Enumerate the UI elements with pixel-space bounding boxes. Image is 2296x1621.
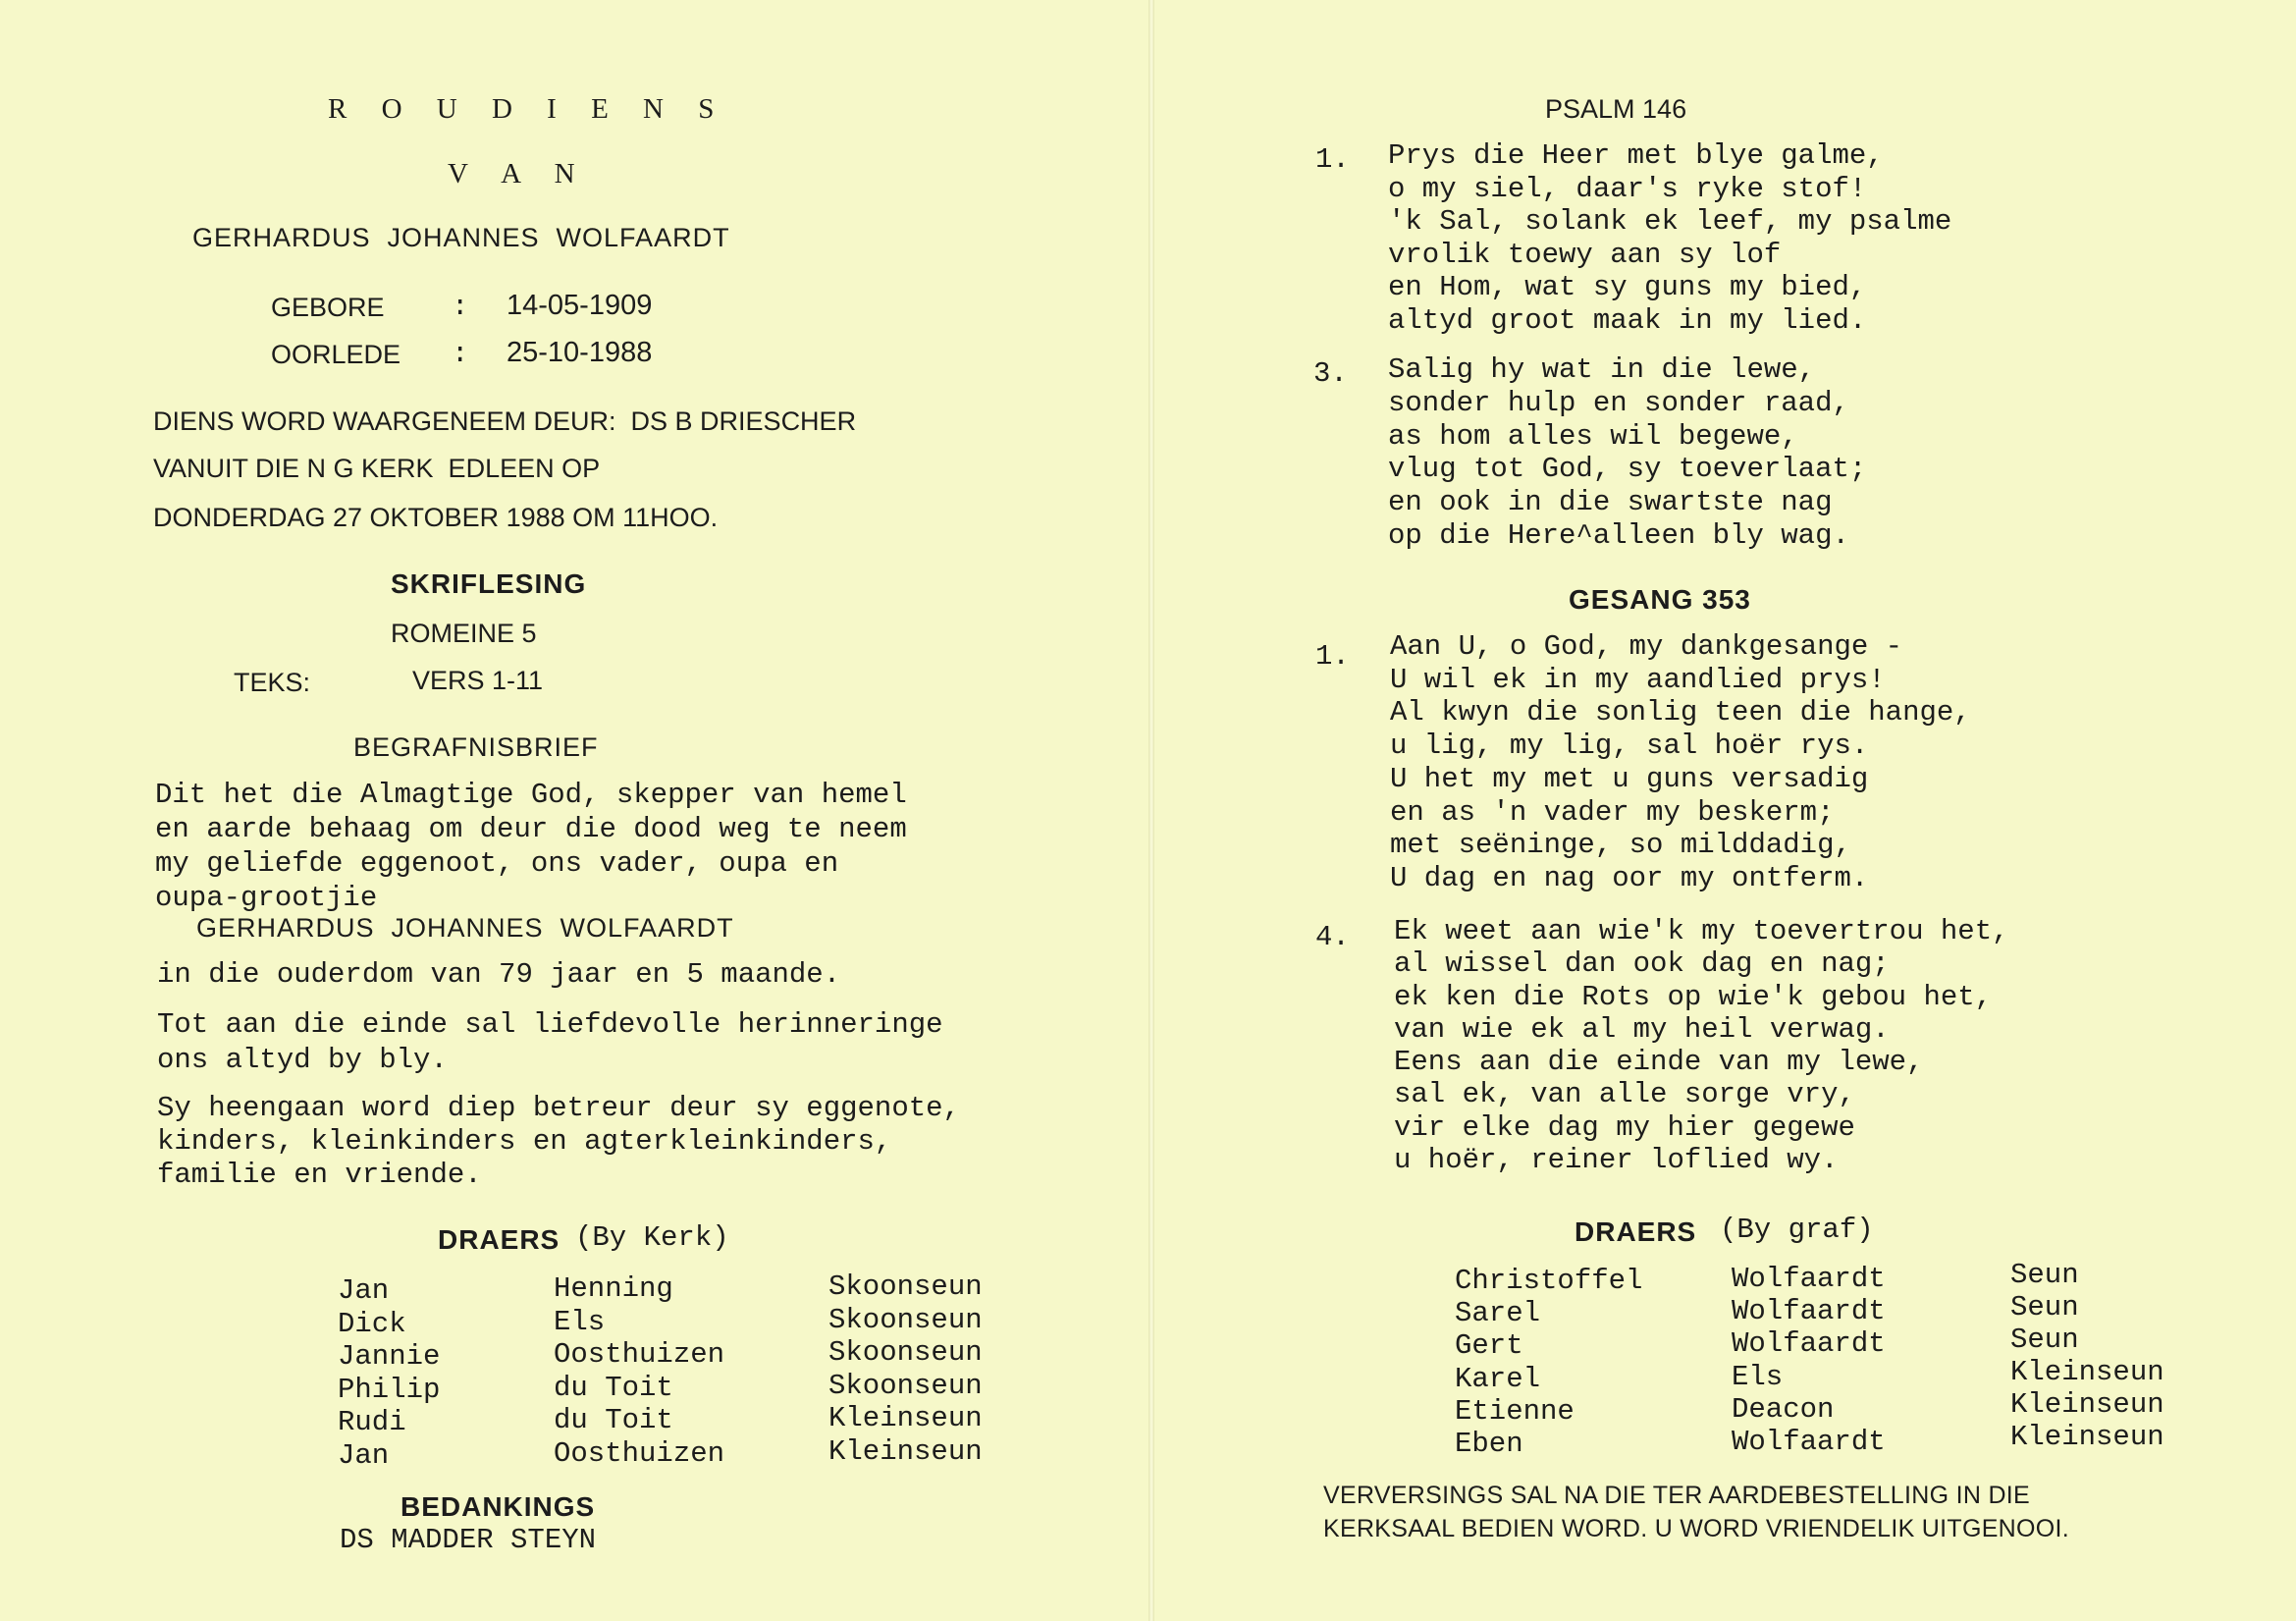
verse-line: U wil ek in my aandlied prys! [1390,663,1886,696]
hymn-verse-4-number: 4. [1315,921,1350,953]
born-date: 14-05-1909 [507,290,653,321]
van-heading: V A N [448,158,589,189]
reading-heading: SKRIFLESING [391,568,587,599]
verse-line: as hom alles wil begewe, [1388,419,1798,453]
hymn-verse-1 [1390,630,1971,895]
bearer-first-name: Jannie [338,1340,441,1374]
verse-line: sal ek, van alle sorge vry, [1394,1078,1855,1111]
letter-line: Dit het die Almagtige God, skepper van hemel [155,779,907,811]
verse-line: op die Here^alleen bly wag. [1388,518,1849,552]
letter-line: my geliefde eggenoot, ons vader, oupa en [155,847,839,880]
bearer-surname: Wolfaardt [1732,1327,1886,1361]
letter-heading: BEGRAFNISBRIEF [353,732,599,762]
verse-line: en as 'n vader my beskerm; [1390,795,1835,829]
bearer-first-name: Philip [338,1373,441,1406]
verse-line: Salig hy wat in die lewe, [1388,353,1816,386]
grave-bearers-relations [2010,1259,2164,1453]
verse-line: en Hom, wat sy guns my bied, [1388,271,1867,303]
bearer-relation: Skoonseun [828,1303,983,1336]
bearer-first-name: Dick [338,1307,406,1340]
church-bearers-surnames [554,1272,724,1471]
verse-line: vlug tot God, sy toeverlaat; [1388,453,1867,486]
deceased-name: GERHARDUS JOHANNES WOLFAARDT [192,223,730,252]
bearer-relation: Skoonseun [828,1270,983,1303]
church-bearers-heading: DRAERS [438,1224,561,1255]
bearer-relation: Seun [2010,1291,2079,1324]
verse-line: U het my met u guns versadig [1390,762,1869,795]
bearer-surname: Els [1732,1360,1784,1393]
died-label: OORLEDE [271,340,401,369]
bearer-surname: Els [554,1305,606,1338]
verse-line: vrolik toewy aan sy lof [1388,238,1782,271]
page-fold [1148,0,1154,1621]
bearer-surname: Wolfaardt [1732,1263,1886,1295]
psalm-heading: PSALM 146 [1545,94,1687,124]
thanks-name: DS MADDER STEYN [340,1524,597,1556]
verse-line: u hoër, reiner loflied wy. [1394,1144,1839,1177]
bearer-relation: Skoonseun [828,1336,983,1370]
letter-line: ons altyd by bly. [157,1044,448,1076]
bearer-surname: Wolfaardt [1732,1426,1886,1459]
died-separator: : [452,338,469,370]
refreshments-notice-line-1: VERVERSINGS SAL NA DIE TER AARDEBESTELLING IN DIE [1323,1482,2031,1509]
refreshments-notice-line-2: KERKSAAL BEDIEN WORD. U WORD VRIENDELIK UITGENOOI. [1323,1515,2070,1542]
text-verses: VERS 1-11 [412,666,544,695]
psalm-verse-1-number: 1. [1315,143,1350,176]
hymn-verse-1-number: 1. [1315,640,1350,673]
psalm-verse-1 [1388,139,1951,337]
bearer-first-name: Christoffel [1455,1265,1643,1297]
bearer-first-name: Rudi [338,1406,406,1439]
bearer-first-name: Etienne [1455,1394,1575,1428]
service-venue: VANUIT DIE N G KERK EDLEEN OP [153,454,601,483]
bearer-relation: Seun [2010,1259,2079,1291]
psalm-verse-3 [1388,353,1866,553]
thanks-heading: BEDANKINGS [400,1491,596,1522]
verse-line: U dag en nag oor my ontferm. [1390,861,1869,894]
verse-line: Eens aan die einde van my lewe, [1394,1046,1924,1079]
verse-line: van wie ek al my heil verwag. [1394,1012,1890,1046]
program-title: R O U D I E N S [328,93,728,125]
bearer-surname: du Toit [554,1371,673,1404]
grave-bearers-surnames [1732,1263,1886,1458]
bearer-relation: Kleinseun [2010,1421,2164,1453]
verse-line: en ook in die swartste nag [1388,486,1833,519]
bearer-relation: Seun [2010,1324,2079,1356]
church-bearers-relations [828,1270,983,1469]
bearer-relation: Kleinseun [828,1434,983,1468]
bearer-relation: Kleinseun [828,1402,983,1435]
bearer-first-name: Gert [1455,1329,1523,1363]
bearer-surname: Deacon [1732,1392,1835,1426]
bearer-first-name: Karel [1455,1362,1541,1395]
bearer-relation: Skoonseun [828,1369,983,1402]
bearer-first-name: Jan [338,1438,390,1472]
verse-line: altyd groot maak in my lied. [1388,303,1867,337]
text-label: TEKS: [234,668,311,697]
letter-line: oupa-grootjie [155,882,378,914]
letter-line: kinders, kleinkinders en agterkleinkinders, [157,1125,892,1158]
verse-line: o my siel, daar's ryke stof! [1388,172,1867,205]
bearer-surname: Oosthuizen [554,1338,725,1372]
bearer-relation: Kleinseun [2010,1356,2164,1388]
born-label: GEBORE [271,293,385,322]
verse-line: Ek weet aan wie'k my toevertrou het, [1394,915,2009,947]
born-separator: : [452,291,469,323]
bearer-first-name: Jan [338,1274,390,1307]
letter-paragraph-3 [157,1092,960,1192]
service-datetime: DONDERDAG 27 OKTOBER 1988 OM 11HOO. [153,503,719,532]
church-bearers-first-names [338,1274,440,1473]
verse-line: u lig, my lig, sal hoër rys. [1390,729,1869,763]
died-date: 25-10-1988 [507,337,653,368]
service-officiant: DIENS WORD WAARGENEEM DEUR: DS B DRIESCHER [153,406,857,436]
bearer-relation: Kleinseun [2010,1388,2164,1421]
letter-line: Tot aan die einde sal liefdevolle herinneringe [157,1008,943,1041]
letter-age: in die ouderdom van 79 jaar en 5 maande. [157,958,841,991]
bearer-surname: Oosthuizen [554,1436,725,1470]
letter-line: en aarde behaag om deur die dood weg te neem [155,813,907,845]
verse-line: met seëninge, so milddadig, [1390,829,1851,862]
hymn-verse-4 [1394,915,2009,1176]
verse-line: vir elke dag my hier gegewe [1394,1110,1855,1144]
letter-paragraph-1 [155,778,907,915]
reading-book: ROMEINE 5 [391,619,537,648]
grave-bearers-first-names [1455,1265,1642,1460]
bearer-first-name: Sarel [1455,1297,1541,1330]
bearer-surname: Wolfaardt [1732,1295,1886,1328]
verse-line: al wissel dan ook dag en nag; [1394,947,1890,981]
hymn-heading: GESANG 353 [1569,584,1751,615]
church-bearers-subheading: (By Kerk) [575,1221,729,1254]
verse-line: Al kwyn die sonlig teen die hange, [1390,696,1971,729]
letter-line: Sy heengaan word diep betreur deur sy eggenote, [157,1092,960,1124]
verse-line: Aan U, o God, my dankgesange - [1390,630,1903,663]
bearer-surname: Henning [554,1272,673,1305]
letter-line: familie en vriende. [157,1159,482,1191]
grave-bearers-heading: DRAERS [1575,1216,1697,1247]
verse-line: ek ken die Rots op wie'k gebou het, [1394,980,1993,1013]
bearer-surname: du Toit [554,1404,673,1437]
verse-line: sonder hulp en sonder raad, [1388,386,1849,419]
psalm-verse-3-number: 3. [1313,357,1348,390]
verse-line: Prys die Heer met blye galme, [1388,139,1884,172]
letter-paragraph-2 [157,1007,943,1078]
verse-line: 'k Sal, solank ek leef, my psalme [1388,205,1952,238]
bearer-first-name: Eben [1455,1428,1523,1461]
grave-bearers-subheading: (By graf) [1720,1214,1874,1246]
letter-deceased-name: GERHARDUS JOHANNES WOLFAARDT [196,913,734,943]
